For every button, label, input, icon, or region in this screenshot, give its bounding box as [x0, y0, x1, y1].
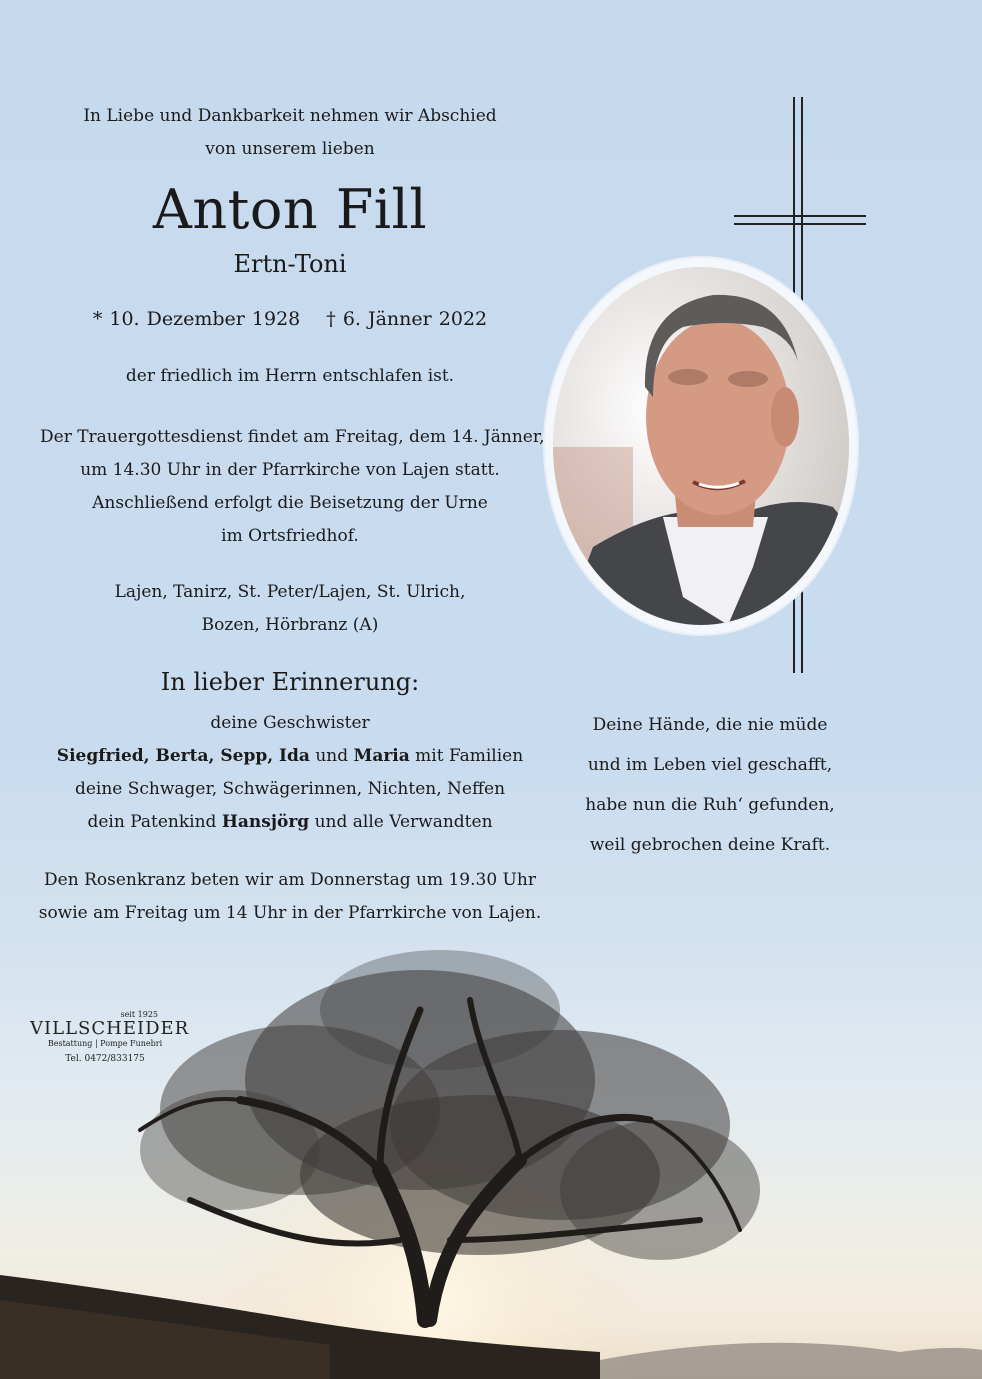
memory-title: In lieber Erinnerung: — [160, 668, 420, 696]
passed-text: der friedlich im Herrn entschlafen ist. — [125, 366, 455, 386]
intro-line-2: von unserem lieben — [205, 139, 375, 159]
places-line-1: Lajen, Tanirz, St. Peter/Lajen, St. Ulrich, — [114, 582, 466, 602]
places-list — [40, 576, 540, 642]
rosary-info — [20, 864, 560, 930]
logo-subtitle: Bestattung | Pompe Funebri — [47, 1039, 163, 1048]
mourners-line-1: deine Geschwister — [210, 713, 370, 733]
mourners-line-3: deine Schwager, Schwägerinnen, Nichten, Neffen — [74, 779, 506, 799]
with-families: mit Familien — [415, 746, 524, 766]
poem-line-3: habe nun die Ruh‘ gefunden, — [585, 795, 835, 815]
birth-date: * 10. Dezember 1928 — [92, 308, 301, 330]
rosary-line-1: Den Rosenkranz beten wir am Donnerstag um 19.30 Uhr — [44, 870, 536, 890]
deceased-name: Anton Fill — [152, 178, 428, 241]
and-word: und — [315, 746, 349, 766]
godchild-suffix: und alle Verwandten — [314, 812, 493, 832]
mourners-list — [20, 707, 560, 839]
intro-line-1: In Liebe und Dankbarkeit nehmen wir Abschied — [83, 106, 497, 126]
service-line-1: Der Trauergottesdienst findet am Freitag, dem 14. Jänner, — [40, 427, 545, 447]
logo-brand: VILLSCHEIDER — [30, 1018, 190, 1039]
godchild-prefix: dein Patenkind — [87, 812, 217, 832]
service-line-2: um 14.30 Uhr in der Pfarrkirche von Lajen statt. — [80, 460, 500, 480]
godchild-name: Hansjörg — [221, 812, 310, 832]
service-line-3: Anschließend erfolgt die Beisetzung der Urne — [92, 493, 488, 513]
logo-phone: Tel. 0472/833175 — [65, 1054, 145, 1064]
places-line-2: Bozen, Hörbranz (A) — [201, 615, 379, 635]
funeral-home-logo — [30, 1010, 190, 1064]
rosary-line-2: sowie am Freitag um 14 Uhr in der Pfarrkirche von Lajen. — [38, 903, 542, 923]
death-date: † 6. Jänner 2022 — [326, 308, 488, 330]
poem — [560, 705, 860, 865]
service-line-4: im Ortsfriedhof. — [221, 526, 359, 546]
mourners-line-4 — [20, 806, 560, 839]
intro-text — [40, 100, 540, 166]
siblings-names: Siegfried, Berta, Sepp, Ida — [56, 746, 310, 766]
last-sibling-name: Maria — [353, 746, 410, 766]
poem-line-4: weil gebrochen deine Kraft. — [589, 835, 831, 855]
service-info — [40, 421, 545, 553]
life-dates — [40, 308, 540, 330]
portrait-photo — [553, 267, 849, 625]
mourners-line-2 — [20, 740, 560, 773]
poem-line-1: Deine Hände, die nie müde — [592, 715, 828, 735]
poem-line-2: und im Leben viel geschafft, — [587, 755, 833, 775]
logo-since: seit 1925 — [120, 1010, 158, 1019]
deceased-nickname: Ertn-Toni — [233, 250, 347, 278]
